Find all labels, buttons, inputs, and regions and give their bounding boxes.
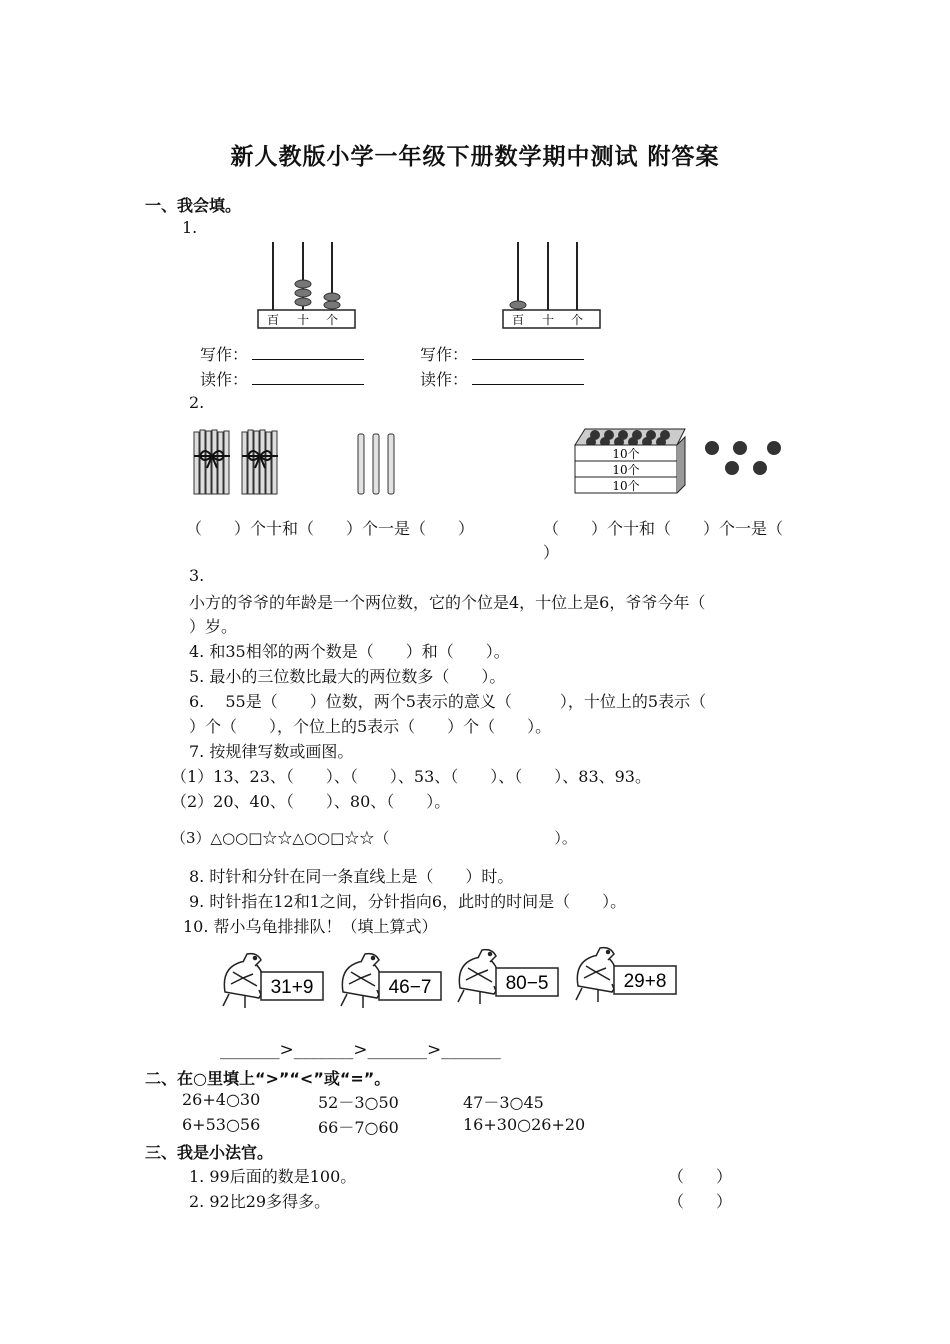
compare-item[interactable]: 52－3○50	[318, 1093, 399, 1112]
write-label: 写作：	[420, 345, 469, 364]
q2-left-text: （ ）个十和（ ）个一是（ ）	[186, 519, 475, 538]
box-label: 10个	[612, 463, 640, 477]
section3-heading: 三、我是小法官。	[145, 1143, 274, 1162]
q7-part-3: （3）△○○□☆☆△○○□☆☆（ ）。	[171, 829, 577, 847]
turtle-card-1	[215, 950, 330, 1012]
turtle-card-3	[450, 946, 565, 1008]
section2-heading: 二、在○里填上“>”“<”或“=”。	[145, 1069, 391, 1088]
abacus-label-tens: 十	[296, 313, 310, 327]
read-answer-blank-1[interactable]	[252, 370, 364, 385]
read-label: 读作：	[200, 370, 249, 389]
ball-boxes-image	[573, 425, 691, 495]
compare-item[interactable]: 66－7○60	[318, 1118, 399, 1137]
abacus-1	[250, 238, 360, 333]
abacus-label-tens: 十	[541, 313, 555, 327]
page-title: 新人教版小学一年级下册数学期中测试 附答案	[230, 144, 720, 170]
q6-text-1: 6. 55是（ ）位数，两个5表示的意义（ ），十位上的5表示（	[189, 692, 707, 711]
write-answer-blank-2[interactable]	[472, 345, 584, 360]
abacus-label-ones: 个	[570, 313, 584, 327]
read-answer-blank-2[interactable]	[472, 370, 584, 385]
turtle-card-4	[568, 944, 683, 1006]
abacus-label-ones: 个	[325, 313, 339, 327]
abacus-label-hundreds: 百	[511, 313, 525, 327]
box-label: 10个	[612, 447, 640, 461]
section1-heading: 一、我会填。	[145, 196, 242, 215]
turtle-card-4-expression: 29+8	[623, 971, 667, 992]
q2-number: 2.	[189, 393, 205, 412]
read-row-2	[420, 367, 584, 390]
abacus-bead	[510, 301, 526, 309]
q3-text-2: ）岁。	[189, 617, 238, 636]
q7-part-1: （1）13、23、（ ）、（ ）、53、（ ）、（ ）、83、93。	[171, 767, 651, 786]
write-label: 写作：	[200, 345, 249, 364]
turtle-card-1-expression: 31+9	[270, 977, 314, 998]
abacus-label-hundreds: 百	[266, 313, 280, 327]
box-label: 10个	[612, 479, 640, 493]
q4-text: 4. 和35相邻的两个数是（ ）和（ ）。	[189, 642, 510, 661]
abacus-bead	[295, 289, 311, 297]
abacus-2	[495, 238, 605, 333]
single-sticks-image	[354, 432, 399, 496]
judge-item-2-text: 2. 92比29多得多。	[189, 1192, 331, 1211]
q10-answer-line[interactable]: _______>_______>_______>_______	[220, 1040, 501, 1060]
abacus-bead	[295, 280, 311, 288]
abacus-bead	[324, 301, 340, 309]
judge-item-2-mark[interactable]: （ ）	[668, 1192, 733, 1211]
abacus-bead	[295, 298, 311, 306]
write-row-1	[200, 342, 364, 365]
read-label: 读作：	[420, 370, 469, 389]
q8-text: 8. 时针和分针在同一条直线上是（ ）时。	[189, 867, 514, 886]
q10-heading: 10. 帮小乌龟排排队！（填上算式）	[183, 917, 438, 936]
q9-text: 9. 时针指在12和1之间，分针指向6，此时的时间是（ ）。	[189, 892, 627, 911]
judge-item-1-mark[interactable]: （ ）	[668, 1167, 733, 1186]
q3-text-1: 小方的爷爷的年龄是一个两位数，它的个位是4，十位上是6，爷爷今年（	[189, 593, 706, 612]
turtle-card-2-expression: 46−7	[388, 977, 432, 998]
q5-text: 5. 最小的三位数比最大的两位数多（ ）。	[189, 667, 506, 686]
turtle-card-2	[333, 950, 448, 1012]
abacus-bead	[324, 293, 340, 301]
stick-bundles-image	[190, 428, 290, 498]
q2-right-text-1: （ ）个十和（ ）个一是（	[543, 519, 784, 538]
write-row-2	[420, 342, 584, 365]
write-answer-blank-1[interactable]	[252, 345, 364, 360]
q2-right-text-2: ）	[543, 543, 560, 562]
compare-item[interactable]: 6+53○56	[182, 1115, 261, 1134]
loose-balls-image	[702, 437, 788, 479]
q7-part-2: （2）20、40、（ ）、80、（ ）。	[171, 792, 451, 811]
compare-item[interactable]: 47－3○45	[463, 1093, 544, 1112]
q3-number: 3.	[189, 566, 205, 585]
q7-heading: 7. 按规律写数或画图。	[189, 742, 354, 761]
read-row-1	[200, 367, 364, 390]
turtle-card-3-expression: 80−5	[505, 973, 549, 994]
compare-item[interactable]: 16+30○26+20	[463, 1115, 586, 1134]
q6-text-2: ）个（ ），个位上的5表示（ ）个（ ）。	[189, 717, 552, 736]
q1-number: 1.	[182, 218, 198, 237]
judge-item-1-text: 1. 99后面的数是100。	[189, 1167, 357, 1186]
compare-item[interactable]: 26+4○30	[182, 1090, 261, 1109]
